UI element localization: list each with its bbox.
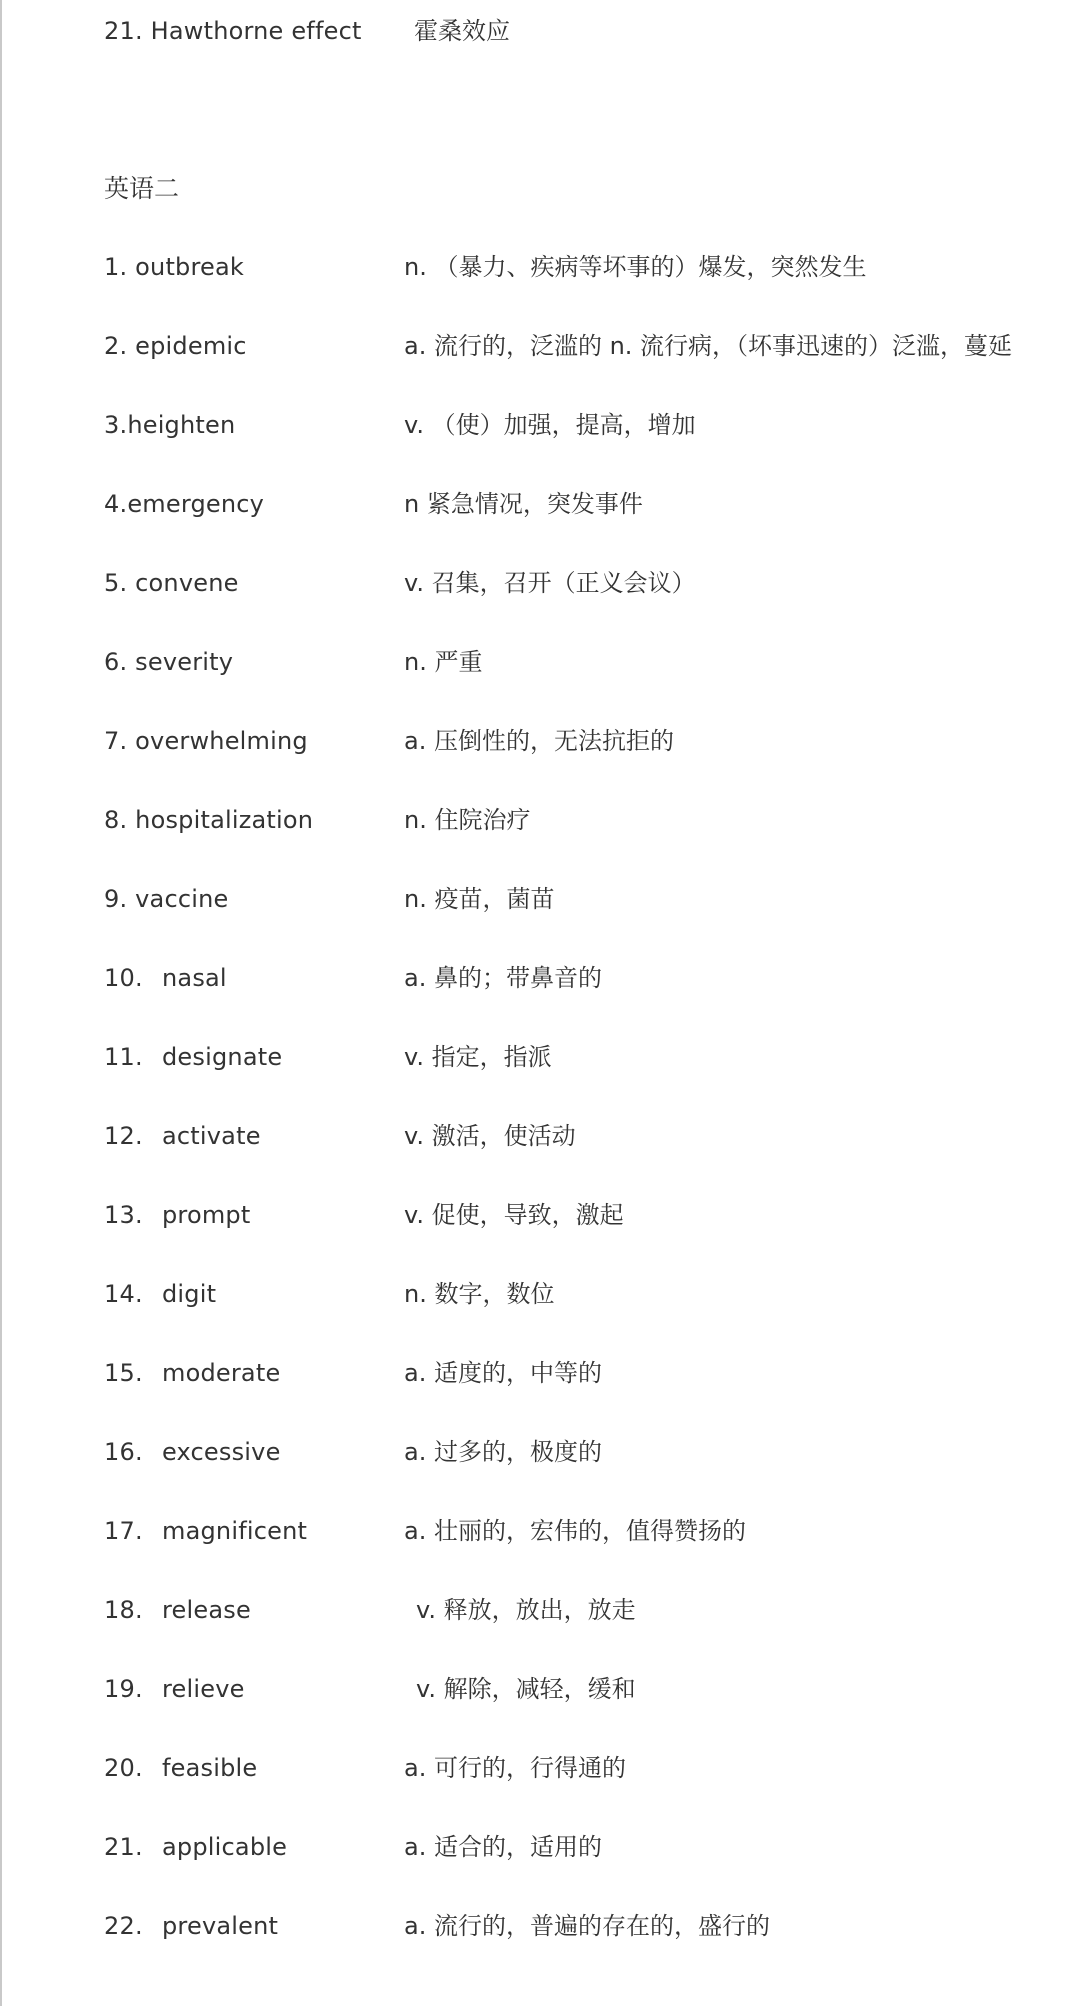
vocab-term-10 (104, 960, 227, 996)
vocab-number: 12. (104, 1122, 143, 1150)
vocab-term-21 (104, 1829, 287, 1865)
vocab-meaning-19: v. 解除，减轻，缓和 (416, 1675, 636, 1703)
vocab-term-4 (104, 486, 264, 522)
vocab-word: moderate (162, 1359, 281, 1387)
vocab-number: 13. (104, 1201, 143, 1229)
vocab-meaning-15: a. 适度的，中等的 (404, 1359, 602, 1387)
section-title: 英语二 (104, 174, 180, 203)
vocab-word: severity (135, 648, 234, 676)
vocab-word: prevalent (162, 1912, 279, 1940)
vocab-word: relieve (162, 1675, 245, 1703)
vocab-number: 19. (104, 1675, 143, 1703)
vocab-term-3 (104, 407, 235, 443)
vocab-term-2 (104, 328, 247, 364)
vocab-term-9 (104, 881, 229, 917)
vocab-term-13 (104, 1197, 250, 1233)
vocab-word: activate (162, 1122, 261, 1150)
vocab-number: 3. (104, 411, 128, 439)
vocab-number: 17. (104, 1517, 143, 1545)
vocab-meaning-4: n 紧急情况，突发事件 (404, 490, 643, 518)
vocab-word: overwhelming (135, 727, 308, 755)
vocab-word: heighten (127, 411, 236, 439)
vocab-meaning-20: a. 可行的，行得通的 (404, 1754, 626, 1782)
vocab-number: 1. (104, 253, 128, 281)
vocab-meaning-3: v. （使）加强，提高，增加 (404, 411, 696, 439)
vocab-meaning-10: a. 鼻的；带鼻音的 (404, 964, 602, 992)
vocab-meaning-2: a. 流行的，泛滥的 n. 流行病，（坏事迅速的）泛滥，蔓延 (404, 332, 1013, 360)
vocab-meaning-6: n. 严重 (404, 648, 483, 676)
vocab-number: 5. (104, 569, 128, 597)
vocab-meaning-14: n. 数字，数位 (404, 1280, 555, 1308)
vocab-meaning-17: a. 壮丽的，宏伟的，值得赞扬的 (404, 1517, 746, 1545)
vocab-term-15 (104, 1355, 280, 1391)
vocab-word: applicable (162, 1833, 288, 1861)
vocab-number: 2. (104, 332, 128, 360)
vocab-word: feasible (162, 1754, 258, 1782)
vocab-term-20 (104, 1750, 257, 1786)
vocab-word: convene (135, 569, 239, 597)
vocab-number: 9. (104, 885, 128, 913)
vocab-word: digit (162, 1280, 217, 1308)
vocab-meaning-5: v. 召集，召开（正义会议） (404, 569, 696, 597)
vocab-word: vaccine (135, 885, 229, 913)
vocab-word: hospitalization (135, 806, 314, 834)
vocab-number: 16. (104, 1438, 143, 1466)
vocab-term-16 (104, 1434, 281, 1470)
vocab-word: prompt (162, 1201, 251, 1229)
page-left-border (0, 0, 2, 2006)
top-entry-meaning: 霍桑效应 (414, 17, 510, 45)
vocab-term-6 (104, 644, 233, 680)
vocab-term-19 (104, 1671, 245, 1707)
vocab-term-1 (104, 249, 244, 285)
vocab-meaning-12: v. 激活，使活动 (404, 1122, 576, 1150)
vocab-term-7 (104, 723, 308, 759)
vocab-meaning-22: a. 流行的，普遍的存在的，盛行的 (404, 1912, 770, 1940)
vocab-number: 7. (104, 727, 128, 755)
vocab-meaning-8: n. 住院治疗 (404, 806, 531, 834)
vocab-term-8 (104, 802, 313, 838)
vocab-term-17 (104, 1513, 307, 1549)
vocab-number: 18. (104, 1596, 143, 1624)
vocab-number: 20. (104, 1754, 143, 1782)
vocab-term-11 (104, 1039, 282, 1075)
vocab-word: emergency (127, 490, 265, 518)
vocab-meaning-13: v. 促使，导致，激起 (404, 1201, 624, 1229)
vocab-meaning-16: a. 过多的，极度的 (404, 1438, 602, 1466)
vocab-meaning-9: n. 疫苗，菌苗 (404, 885, 555, 913)
vocab-number: 8. (104, 806, 128, 834)
vocab-word: designate (162, 1043, 283, 1071)
vocab-meaning-21: a. 适合的，适用的 (404, 1833, 602, 1861)
vocab-term-12 (104, 1118, 261, 1154)
vocab-number: 4. (104, 490, 128, 518)
vocab-meaning-18: v. 释放，放出，放走 (416, 1596, 636, 1624)
vocab-number: 22. (104, 1912, 143, 1940)
vocab-word: nasal (162, 964, 227, 992)
vocab-word: excessive (162, 1438, 281, 1466)
vocab-term-14 (104, 1276, 216, 1312)
vocab-word: magnificent (162, 1517, 308, 1545)
vocab-meaning-7: a. 压倒性的，无法抗拒的 (404, 727, 674, 755)
vocab-word: epidemic (135, 332, 247, 360)
vocab-number: 15. (104, 1359, 143, 1387)
vocab-number: 6. (104, 648, 128, 676)
vocab-word: release (162, 1596, 251, 1624)
vocab-word: outbreak (135, 253, 245, 281)
vocab-meaning-1: n. （暴力、疾病等坏事的）爆发，突然发生 (404, 253, 867, 281)
vocab-meaning-11: v. 指定，指派 (404, 1043, 552, 1071)
vocab-number: 14. (104, 1280, 143, 1308)
vocab-term-18 (104, 1592, 251, 1628)
top-entry-term: 21. Hawthorne effect (104, 17, 362, 45)
vocab-term-5 (104, 565, 239, 601)
vocab-number: 21. (104, 1833, 143, 1861)
vocab-number: 10. (104, 964, 143, 992)
vocab-term-22 (104, 1908, 278, 1944)
vocab-number: 11. (104, 1043, 143, 1071)
